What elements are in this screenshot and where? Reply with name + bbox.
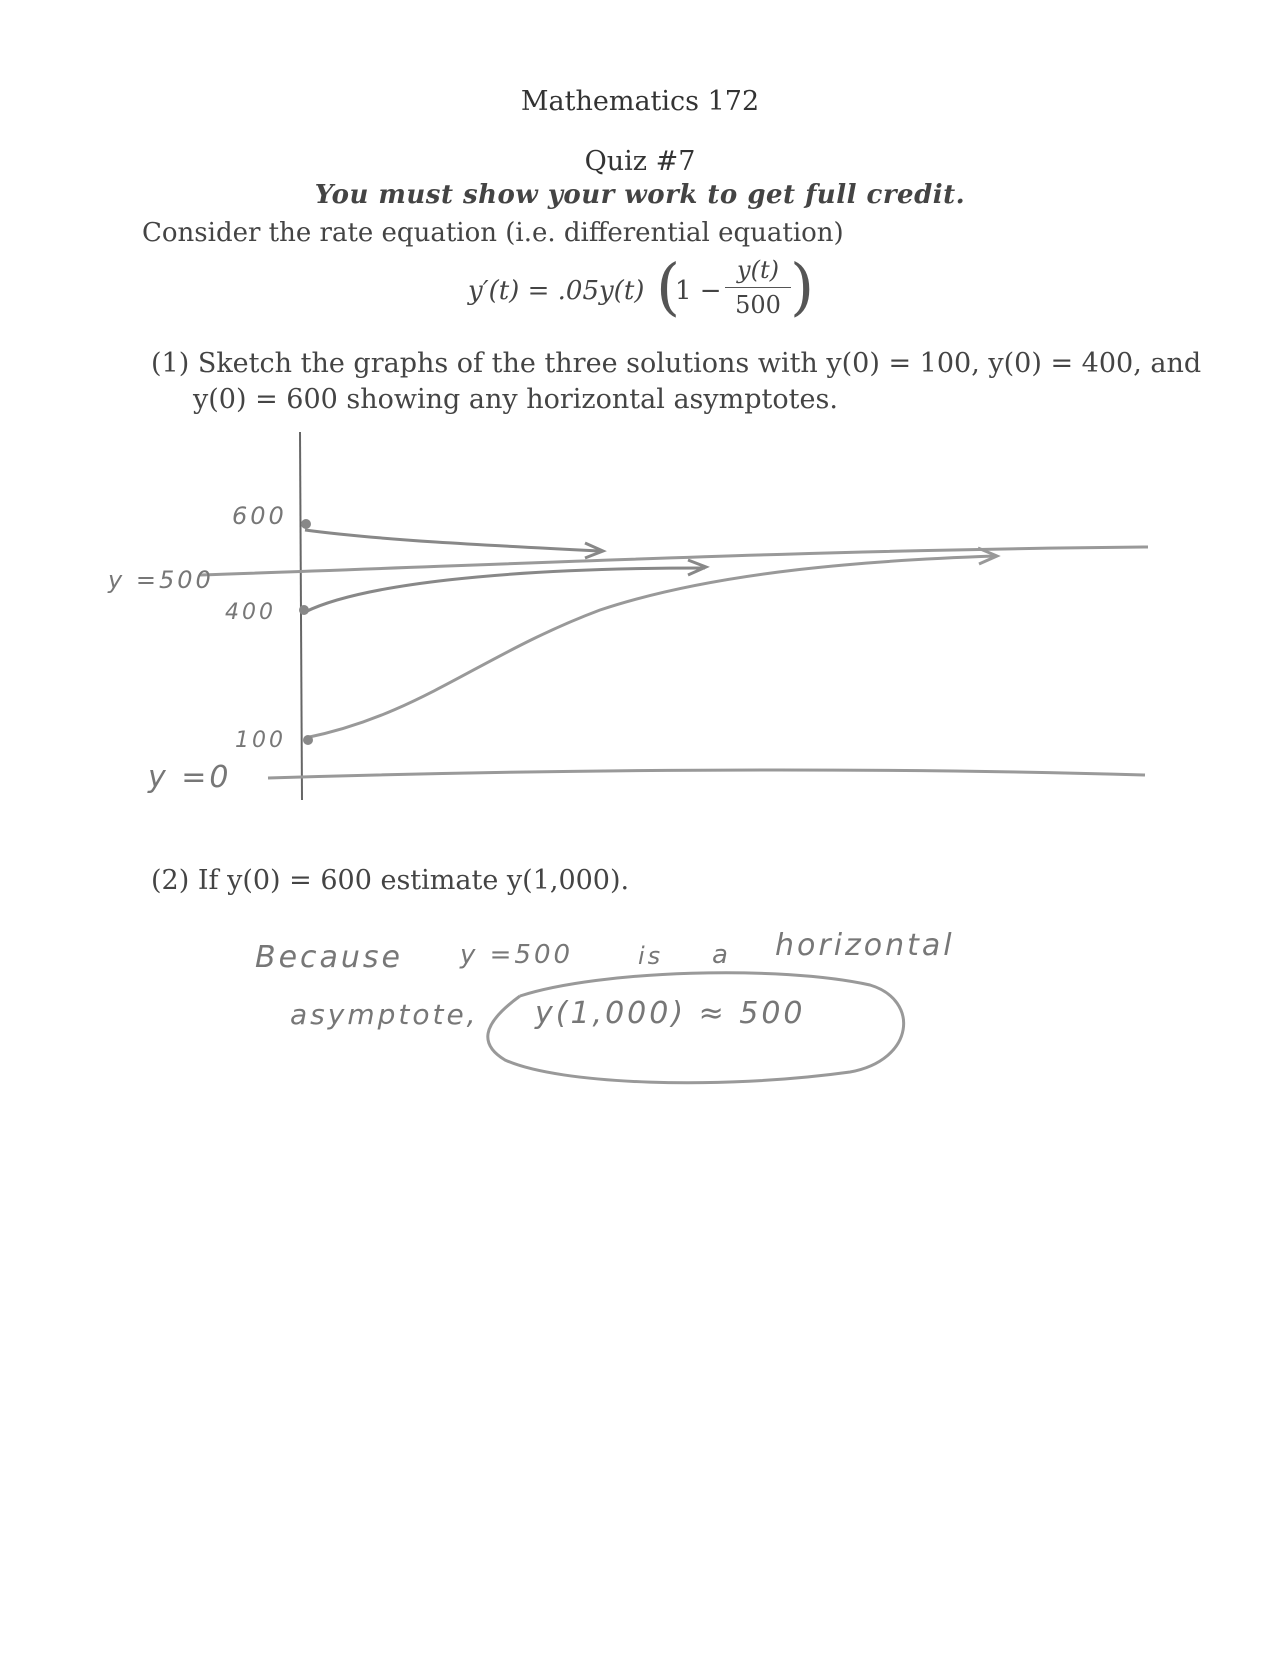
solution-curve-100 [305,556,995,738]
question-1-line-2: y(0) = 600 showing any horizontal asymptotes. [193,384,838,415]
label-asymptote-0: y =0 [148,760,232,795]
asymptote-500-line [200,547,1148,575]
answer-asymptote: asymptote, [290,998,479,1031]
question-1-line-1: (1) Sketch the graphs of the three solutions with y(0) = 100, y(0) = 400, and [151,348,1202,379]
right-paren: ) [790,250,815,323]
question-2: (2) If y(0) = 600 estimate y(1,000). [151,865,630,896]
quiz-title: Quiz #7 [584,146,696,177]
y-axis [300,432,302,800]
label-asymptote-500: y =500 [108,566,214,594]
course-title: Mathematics 172 [520,86,760,117]
solution-curve-400 [305,568,705,612]
dot-100 [303,735,313,745]
label-400: 400 [225,600,276,625]
solution-curve-600 [305,530,600,551]
equation-one: 1 − [675,276,722,306]
answer-because: Because [255,940,404,975]
label-600: 600 [232,502,287,530]
answer-horizontal: horizontal [775,928,955,963]
label-100: 100 [235,728,286,753]
answer-y500: y =500 [460,940,574,970]
dot-400 [299,605,309,615]
dot-600 [301,519,311,529]
fraction-denominator: 500 [735,291,781,319]
answer-is: is [638,942,664,970]
asymptote-0-line [268,770,1145,778]
fraction-numerator: y(t) [737,256,779,284]
problem-intro: Consider the rate equation (i.e. differential equation) [142,218,844,248]
left-paren: ( [656,250,681,323]
instruction: You must show your work to get full credit. [314,180,966,210]
equation-lhs: y′(t) = .05y(t) [468,276,645,306]
answer-a: a [712,940,731,970]
answer-estimate: y(1,000) ≈ 500 [535,996,806,1031]
